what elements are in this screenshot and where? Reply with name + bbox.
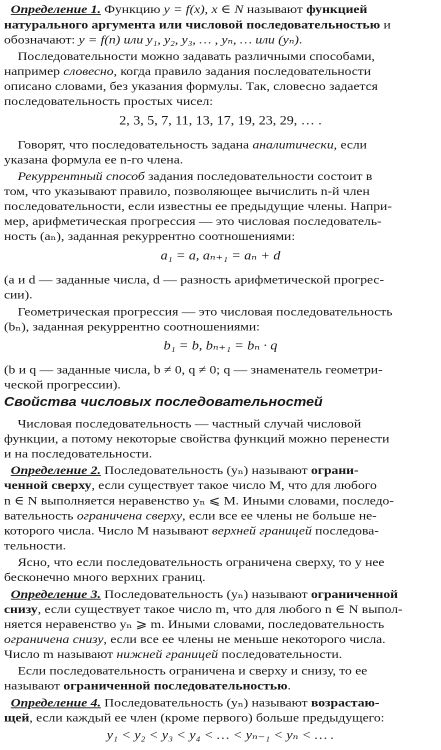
- definition-1-label: Определение 1.: [10, 2, 101, 16]
- section-heading: Свойства числовых последовательностей: [4, 395, 323, 410]
- geometric-formula: b₁ = b, bₙ₊₁ = bₙ · q: [163, 340, 278, 354]
- paragraph-upper-bounds: Ясно, что если последовательность ограничена сверху, то у нее бесконечно много верхних границ.: [4, 555, 385, 584]
- definition-4: Определение 4. Последовательность (yₙ) называют возрастаю- щей, если каждый ее член (кроме первого) больше предыдущего:: [4, 695, 385, 725]
- definition-2-label: Определение 2.: [10, 463, 101, 477]
- paragraph-properties: Числовая последовательность — частный случай числовой функции, а потому некоторые свойства функций можно перенести и на последовательности.: [4, 416, 390, 461]
- definition-4-label: Определение 4.: [10, 695, 101, 710]
- paragraph-recurrent: Рекуррентный способ задания последовательности состоит в том, что указывают правило, позволяющее вычислить n-й член последовательности, если известны ее предыдущие члены. Напри- мер, арифметическая прогрессия — это числовая последователь- ность (aₙ), заданная рекуррентно соотношениями:: [4, 169, 392, 243]
- definition-1: Определение 1. Функцию y = f(x), x ∈ N называют функцией натурального аргумента или числовой последовательностью и обозначают: y = f(n) или y₁, y₂, y₃, … , yₙ, … или (yₙ).: [4, 2, 391, 46]
- paragraph-bounded: Если последовательность ограничена и сверху и снизу, то ее называют ограниченной последовательностью.: [4, 664, 368, 693]
- definition-3: Определение 3. Последовательность (yₙ) называют ограниченной снизу, если существует такое число m, что для любого n ∈ N выпол- няется неравенство yₙ ⩾ m. Иными словами, последовательность ограничена снизу, если все ее члены не меньше некоторого числа. Число m называют нижней границей последовательности.: [4, 587, 403, 661]
- definition-2: Определение 2. Последовательность (yₙ) называют ограни- ченной сверху, если существует такое число M, что для любого n ∈ N выполняется неравенство yₙ ⩽ M. Иными словами, последо- вательность ограничена сверху, если все ее члены не больше не- которого числа. Число M называют верхней границей последова- тельности.: [4, 463, 394, 552]
- primes-list: 2, 3, 5, 7, 11, 13, 17, 19, 23, 29, … .: [119, 114, 322, 129]
- paragraph-geometric: Геометрическая прогрессия — это числовая последовательность (bₙ), заданная рекуррентно соотношениями:: [4, 304, 393, 333]
- paragraph-geometric-note: (b и q — заданные числа, b ≠ 0, q ≠ 0; q — знаменатель геометри- ческой прогрессии).: [4, 362, 383, 392]
- paragraph-analytic: Говорят, что последовательность задана аналитически, если указана формула ее n-го члена.: [4, 137, 367, 167]
- definition-3-label: Определение 3.: [10, 587, 101, 601]
- increasing-formula: y₁ < y₂ < y₃ < y₄ < … < yₙ₋₁ < yₙ < … .: [106, 729, 335, 743]
- paragraph-arithmetic-note: (a и d — заданные числа, d — разность арифметической прогрес- сии).: [4, 272, 384, 302]
- paragraph-methods: Последовательности можно задавать различными способами, например словесно, когда правило задания последовательности описано словами, без указания формулы. Так, словесно задается последовательность простых чисел:: [4, 49, 378, 108]
- arithmetic-formula: a₁ = a, aₙ₊₁ = aₙ + d: [160, 249, 281, 264]
